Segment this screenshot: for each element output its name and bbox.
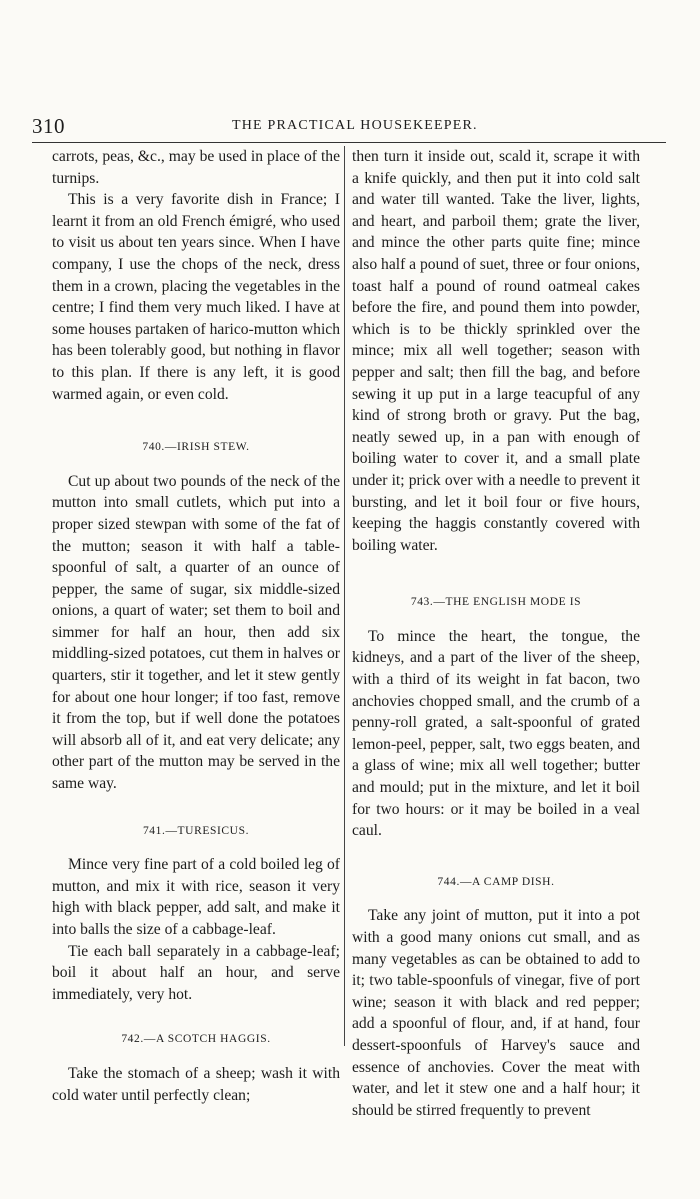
recipe-740-heading: 740.—IRISH STEW. bbox=[142, 441, 250, 454]
recipe-741-heading: 741.—TURESICUS. bbox=[142, 824, 250, 837]
recipe-744-heading: 744.—A CAMP DISH. bbox=[437, 875, 555, 888]
column-divider bbox=[344, 146, 345, 1046]
recipe-742-text-start: Take the stomach of a sheep; wash it with cold water until perfectly clean; bbox=[52, 1064, 340, 1104]
page-number: 310 bbox=[32, 114, 65, 138]
recipe-744-text: Take any joint of mutton, put it into a pot with a good many onions cut small, and as many vegetables as can be obtained to add to it; two table-spoonfuls of vinegar, five of port wine; season it with black and red pepper; add a spoonful of flour, and, if at hand, four dessert-spoonfuls of Harvey's sauce and essence of anchovies. Cover the meat with water, and let it stew one and a half hour; it should be stirred frequently to prevent bbox=[352, 907, 640, 1119]
recipe-741-text-2: Tie each ball separately in a cabbage-leaf; boil it about half an hour, and serve immediately, very hot. bbox=[52, 942, 340, 1003]
recipe-743-heading: 743.—THE ENGLISH MODE IS bbox=[410, 596, 582, 609]
recipe-742-heading: 742.—A SCOTCH HAGGIS. bbox=[121, 1033, 271, 1046]
page-header bbox=[32, 114, 666, 140]
recipe-741-text-1: Mince very fine part of a cold boiled leg of mutton, and mix it with rice, season it very high with black pepper, add salt, and make it into balls the size of a cabbage-leaf. bbox=[52, 856, 340, 938]
intro-continuation: carrots, peas, &c., may be used in place of the turnips. bbox=[52, 148, 340, 187]
header-rule bbox=[32, 142, 666, 143]
recipe-742-continuation: then turn it inside out, scald it, scrape it with a knife quickly, and then put it into cold salt and water till wanted. Take the liver, lights, and heart, and parboil them; grate the liver, and mince the other parts quite fine; mince also half a pound of suet, three or four onions, toast half a pound of round oatmeal cakes before the fire, and pound them into powder, which is to be thickly sprinkled over the mince; mix all well together; season with pepper and salt; then fill the bag, and before sewing it up put in a large teacupful of any kind of strong broth or gravy. Put the bag, neatly sewed up, in a pan with enough of boiling water to cover it, and a small plate under it; prick over with a needle to prevent it bursting, and let it boil four or five hours, keeping the haggis constantly covered with boiling water. bbox=[352, 148, 640, 554]
left-column bbox=[52, 146, 340, 1106]
intro-paragraph: This is a very favorite dish in France; I learnt it from an old French émigré, who used to visit us about ten years since. When I have company, I use the chops of the neck, dress them in a crown, placing the vegetables in the centre; I find them very much liked. I have at some houses partaken of harico-mutton which has been tolerably good, but nothing in flavor to this plan. If there is any left, it is good warmed again, or even cold. bbox=[52, 191, 340, 403]
recipe-740-text: Cut up about two pounds of the neck of the mutton into small cutlets, which put into a proper sized stewpan with some of the fat of the mutton; season it with half a table-spoonful of salt, a quarter of an ounce of pepper, the same of sugar, six middle-sized onions, a quart of water; set them to boil and simmer for half an hour, then add six middling-sized potatoes, cut them in halves or quarters, stir it together, and let it stew gently for about one hour longer; if too fast, remove it from the top, but if well done the potatoes will absorb all of it, and eat very delicate; any other part of the mutton may be served in the same way. bbox=[52, 472, 340, 793]
recipe-743-text: To mince the heart, the tongue, the kidneys, and a part of the liver of the sheep, with a third of its weight in fat bacon, two anchovies chopped small, and the crumb of a penny-roll grated, a salt-spoonful of grated lemon-peel, pepper, salt, two eggs beaten, and a glass of wine; mix all well together; butter and mould; put in the mixture, and let it boil for two hours: or it may be boiled in a veal caul. bbox=[352, 627, 640, 840]
right-column bbox=[352, 146, 640, 1121]
running-title: THE PRACTICAL HOUSEKEEPER. bbox=[232, 118, 478, 133]
